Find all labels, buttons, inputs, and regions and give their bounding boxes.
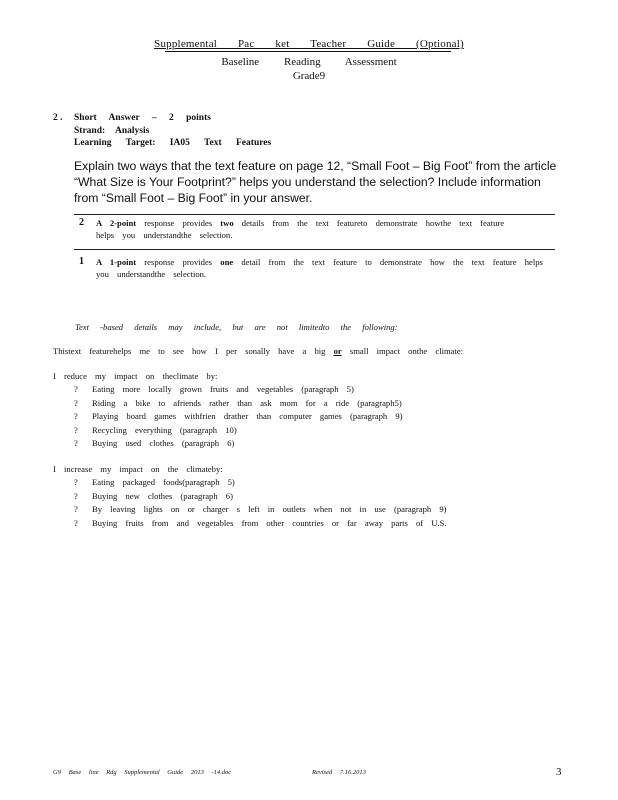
question-learning-target: Learning Target: IA05 Text Features — [74, 138, 272, 148]
list-item: ? Playing board games withfrien drather than computer games (paragraph 9) — [74, 411, 403, 421]
guidance-note: Text -based details may include, but are not limitedto the following: — [75, 322, 398, 332]
bullet-glyph: ? — [74, 384, 78, 394]
question-strand: Strand: Analysis — [74, 126, 150, 136]
increase-heading: I increase my impact on the climateby: — [53, 464, 223, 474]
bullet-glyph: ? — [74, 438, 78, 448]
list-item: ? Recycling everything (paragraph 10) — [74, 424, 237, 435]
reduce-heading: I reduce my impact on theclimate by: — [53, 371, 218, 381]
page-number: 3 — [556, 766, 562, 778]
question-prompt: Explain two ways that the text feature on page 12, “Small Foot – Big Foot” from the article “What Size is Your Footprint?” helps you understand the selection? Include information from “Small Foot – Big Foot” in your answer. — [74, 159, 557, 205]
bullet-glyph: ? — [74, 490, 78, 501]
rubric-lead: A 2-point — [96, 218, 137, 228]
header-title: Supplemental Pac ket Teacher Guide (Optional) — [154, 38, 464, 50]
question-title: Short Answer – 2 points — [74, 113, 211, 123]
increase-list — [74, 477, 447, 531]
rubric-text-2: A 2-point response provides two details from the text featureto demonstrate howthe text feature helps you understandthe selection. — [96, 218, 505, 240]
footer-revised: Revised 7.16.2013 — [312, 769, 366, 776]
bullet-glyph: ? — [74, 517, 78, 528]
bullet-glyph: ? — [74, 504, 78, 514]
rubric-score-1: 1 — [79, 256, 84, 267]
rubric-score-2: 2 — [79, 217, 84, 228]
rubric-lead: A 1-point — [96, 257, 137, 267]
list-item: ? Buying used clothes (paragraph 6) — [74, 438, 235, 448]
list-item: ? By leaving lights on or charger s left in outlets when not in use (paragraph 9) — [74, 504, 447, 514]
bullet-glyph: ? — [74, 477, 78, 487]
question-number: 2 . — [53, 113, 63, 123]
reduce-list — [74, 384, 403, 452]
list-item: ? Eating packaged foods(paragraph 5) — [74, 477, 235, 487]
bullet-glyph: ? — [74, 397, 78, 408]
list-item: ? Buying new clothes (paragraph 6) — [74, 490, 233, 501]
list-item: ? Riding a bike to afriends rather than ask mom for a ride (paragraph5) — [74, 397, 402, 408]
header-subtitle: Baseline Reading Assessment — [221, 56, 397, 68]
or-emphasis: or — [333, 346, 342, 356]
list-item: ? Eating more locally grown fruits and vegetables (paragraph 5) — [74, 384, 354, 394]
rubric-rule-top — [74, 214, 555, 215]
statement-line: Thistext featurehelps me to see how I per sonally have a big or small impact onthe climate: — [53, 346, 464, 356]
rubric-text-1: A 1-point response provides one detail from the text feature to demonstrate how the text feature helps you understandthe selection. — [96, 257, 543, 279]
rubric-rule-mid — [74, 249, 555, 250]
header-grade: Grade9 — [292, 70, 326, 82]
bullet-glyph: ? — [74, 411, 78, 421]
footer-filename: G9 Base line Rdg Supplemental Guide 2013 -14.doc — [53, 769, 232, 776]
list-item: ? Buying fruits from and vegetables from other countries or far away parts of U.S. — [74, 517, 447, 528]
header-underline — [165, 51, 451, 52]
bullet-glyph: ? — [74, 424, 78, 435]
